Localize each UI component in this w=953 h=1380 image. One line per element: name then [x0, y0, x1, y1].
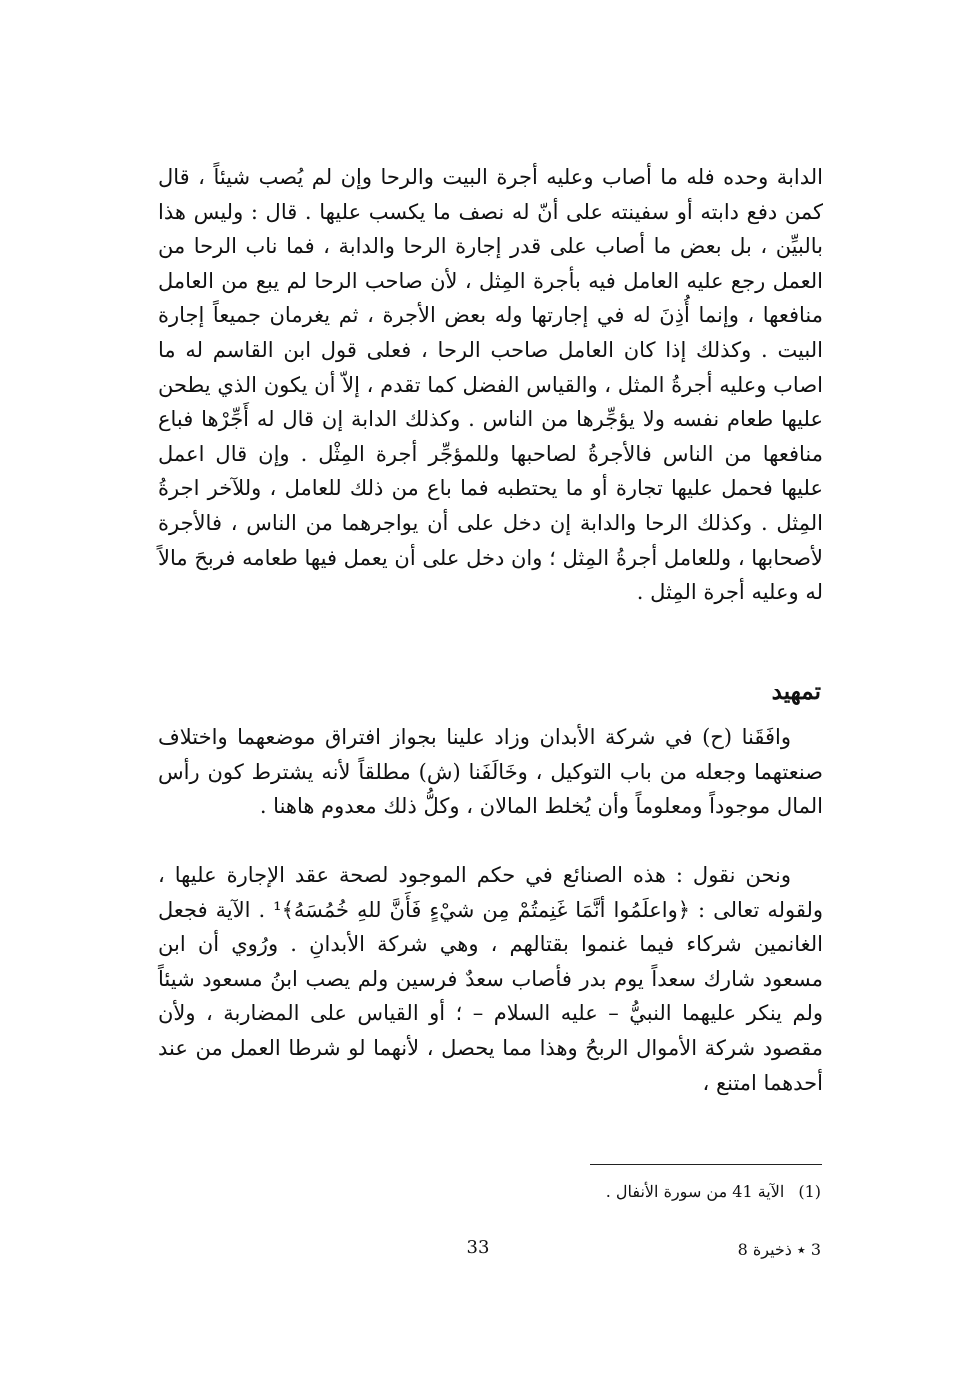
print-signature: 3 ٭ ذخيرة 8	[737, 1240, 821, 1259]
footnote-divider	[590, 1164, 822, 1165]
paragraph-bottom-text: ونحن نقول : هذه الصنائع في حكم الموجود لصحة عقد الإجارة عليها ، ولقوله تعالى : ﴿واعلَمُوا أنَّمَا غَنِمتُمْ مِن شيْءٍ فَأَنَّ للهِ خُمُسَهُ﴾¹ . الآية فجعل الغانمين شركاء فيما غنموا بقتالهم ، وهي شركة الأبدانِ . ورُوي أن ابن مسعود شارك سعداً يوم بدر فأصاب سعدٌ فرسين ولم يصب ابنُ مسعود شيئاً ولم ينكر عليهما النبيُّ – عليه السلام – ؛ أو القياس على المضاربة ، ولأن مقصود شركة الأموال الربحُ وهذا مما يحصل ، لأنهما لو شرطا العمل من عند أحدهما امتنع ،	[158, 863, 823, 1095]
section-heading: تمهيد	[771, 678, 821, 705]
paragraph-bottom	[158, 858, 823, 1100]
footnote-text: الآية 41 من سورة الأنفال .	[605, 1182, 785, 1201]
paragraph-top	[158, 160, 823, 610]
footnote	[606, 1180, 821, 1204]
footnote-number: (1)	[798, 1182, 821, 1201]
paragraph-middle	[158, 720, 823, 824]
paragraph-middle-text: وافَقَنا (ح) في شركة الأبدان وزاد علينا بجواز افتراق موضعهما واختلاف صنعتهما وجعله من باب التوكيل ، وخَالَفَنا (ش) مطلقاً لأنه يشترط كون رأس المال موجوداً ومعلوماً وأن يُخلط المالان ، وكلُّ ذلك معدوم هاهنا .	[158, 725, 823, 819]
paragraph-top-text: الدابة وحده فله ما أصاب وعليه أجرة البيت والرحا وإن لم يُصب شيئاً ، قال كمن دفع دابته أو سفينته على أنّ له نصف ما يكسب عليها . قال : وليس هذا بالبيِّن ، بل بعض ما أصاب على قدر إجارة الرحا والدابة ، فما ناب الرحا من العمل رجع عليه العامل فيه بأجرة المِثل ، لأن صاحب الرحا لم يبع من العامل منافعها ، وإنما أُذِنَ له في إجارتها وله بعض الأجرة ، ثم يغرمان جميعاً إجارة البيت . وكذلك إذا كان العامل صاحب الرحا ، فعلى قول ابن القاسم له ما اصاب وعليه أجرةُ المثل ، والقياس الفضل كما تقدم ، إلاّ أن يكون الذي يطحن عليها طعام نفسه ولا يؤجِّرها من الناس . وكذلك الدابة إن قال له أَجِّرْها فباع منافعها من الناس فالأجرةُ لصاحبها وللمؤجِّر أجرة المِثْل . وإن قال اعمل عليها فحمل عليها تجارة أو ما يحتطبه فما باع من ذلك للعامل ، وللآخر اجرةُ المِثل . وكذلك الرحا والدابة إن دخل على أن يواجرهما من الناس ، فالأجرة لأصحابها ، وللعامل أجرةُ المِثل ؛ وان دخل على أن يعمل فيها طعامه فربحَ مالاً له وعليه أجرة المِثل .	[158, 165, 823, 605]
page-number: 33	[466, 1237, 490, 1258]
